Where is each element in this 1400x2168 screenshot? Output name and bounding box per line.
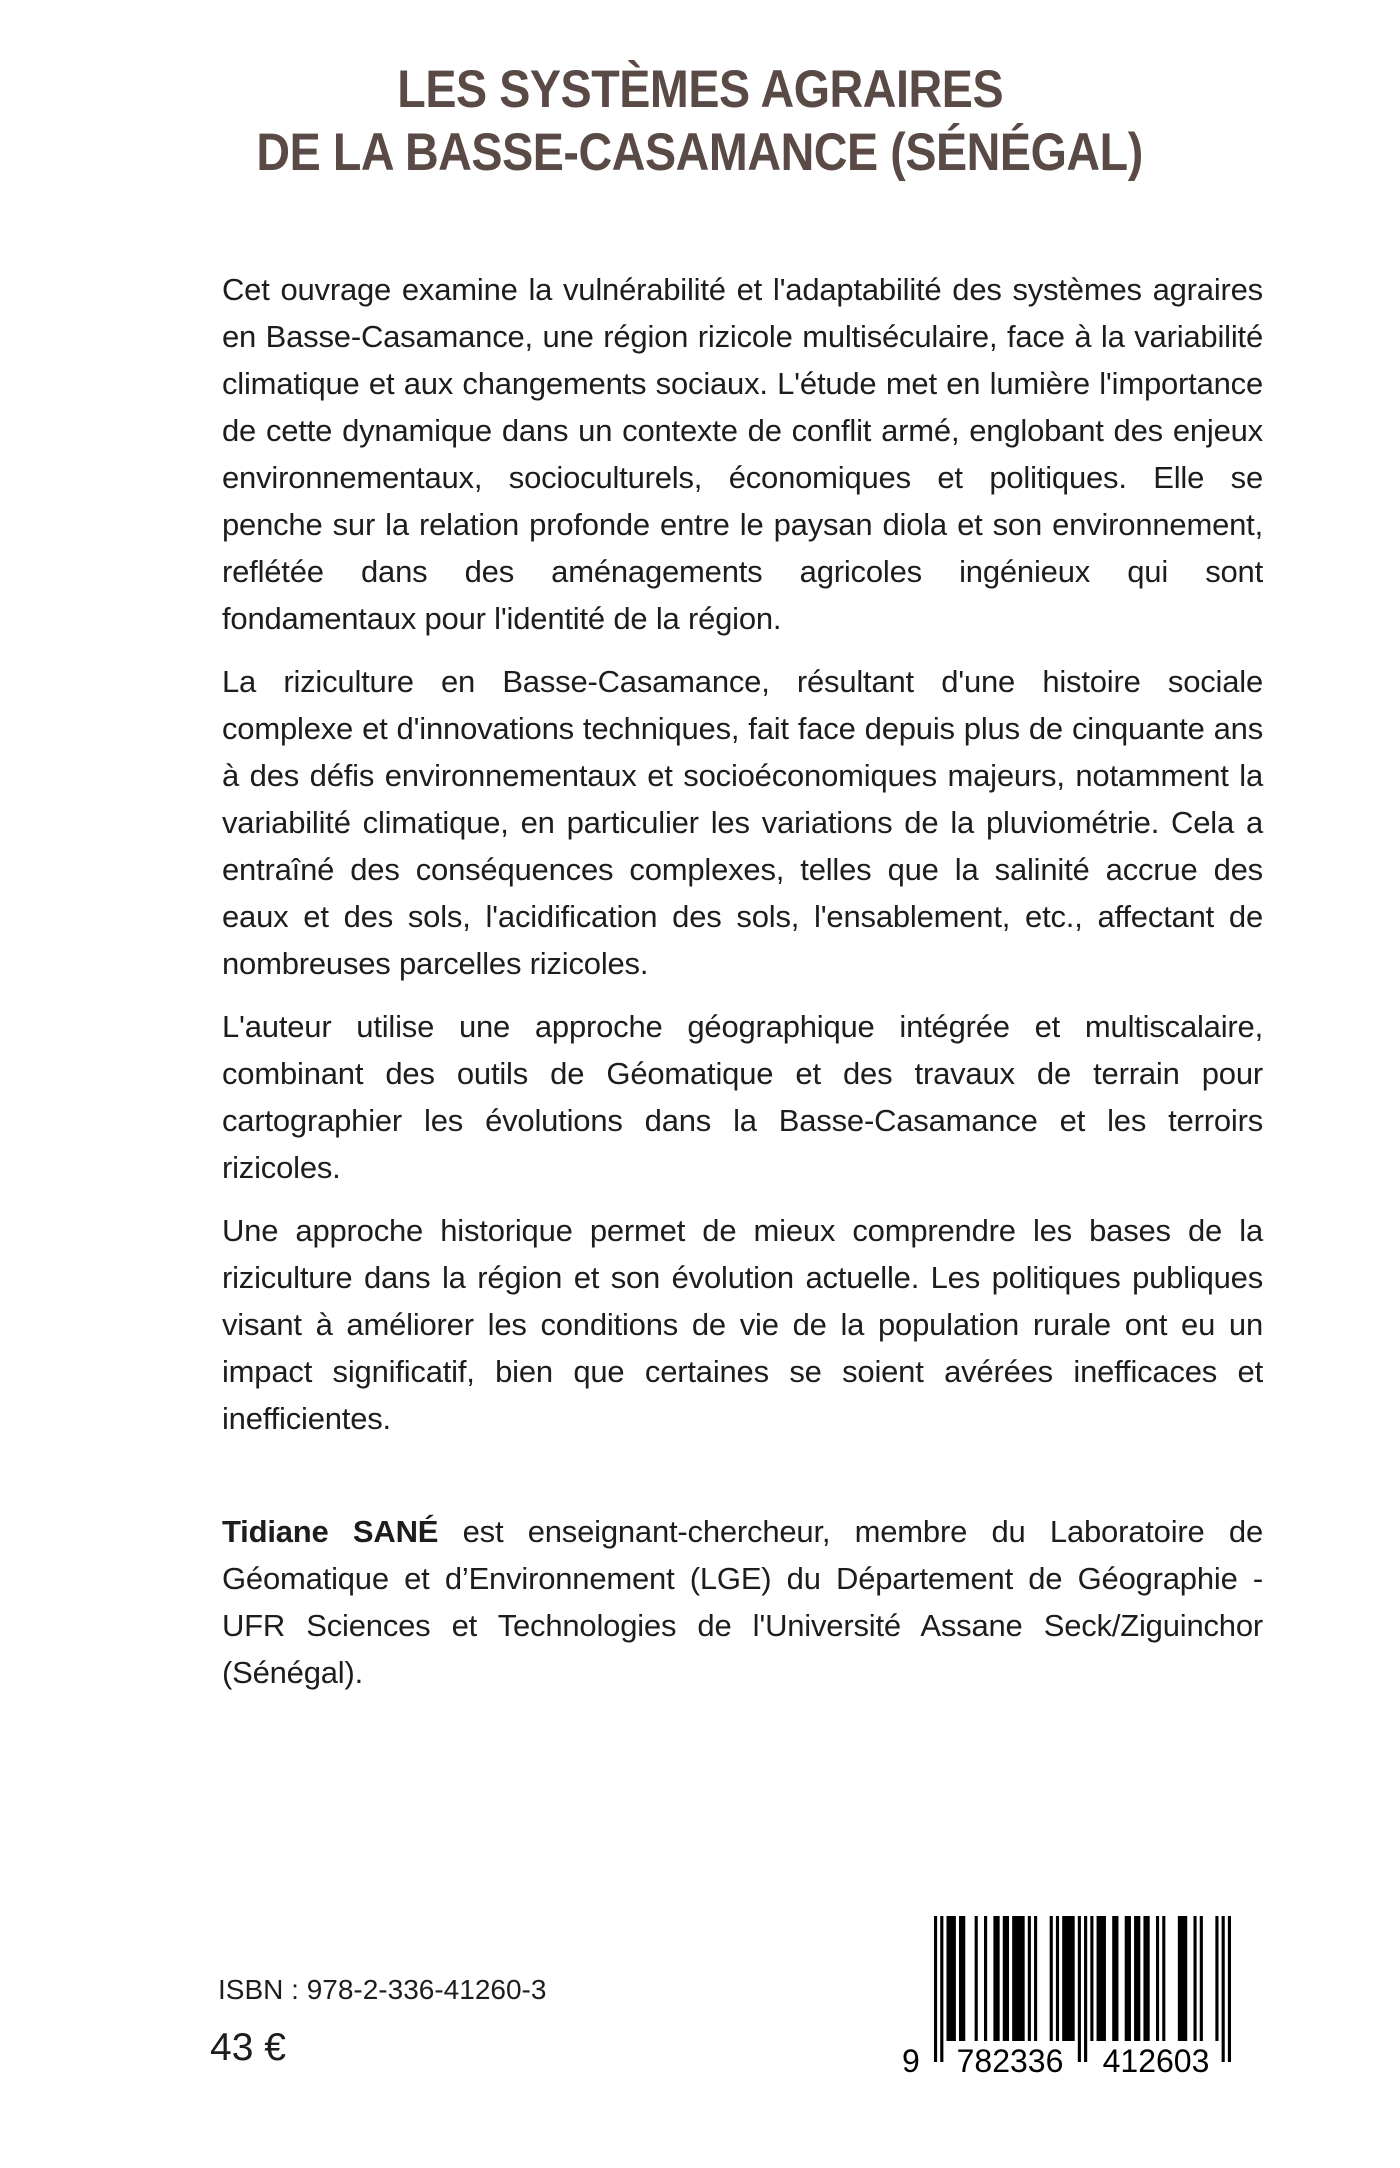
book-title [0,58,1400,184]
isbn-text: ISBN : 978-2-336-41260-3 [218,1974,547,2005]
barcode-digits-right-group: 412603 [1102,2043,1210,2079]
barcode-digits-left-group: 782336 [956,2043,1064,2079]
synopsis [222,266,1263,1712]
price-text: 43 € [210,2026,286,2069]
book-title-line2: DE LA BASSE-CASAMANCE (SÉNÉGAL) [256,123,1144,182]
author-name: Tidiane SANÉ [222,1514,439,1549]
book-title-line1: LES SYSTÈMES AGRAIRES [397,60,1003,119]
synopsis-paragraph-2: La riziculture en Basse-Casamance, résultant d'une histoire sociale complexe et d'innovations techniques, fait face depuis plus de cinquante ans à des défis environnementaux et socioéconomiques majeurs, notamment la variabilité climatique, en particulier les variations de la pluviométrie. Cela a entraîné des conséquences complexes, telles que la salinité accrue des eaux et des sols, l'acidification des sols, l'ensablement, etc., affectant de nombreuses parcelles rizicoles. [222,664,1263,981]
author-bio-text: est enseignant-chercheur, membre du Laboratoire de Géomatique et d’Environnement (LGE) du Département de Géographie - UFR Sciences et Technologies de l'Université Assane Seck/Ziguinchor (Sénégal). [222,1514,1264,1690]
synopsis-paragraph-1: Cet ouvrage examine la vulnérabilité et l'adaptabilité des systèmes agraires en Basse-Casamance, une région rizicole multiséculaire, face à la variabilité climatique et aux changements sociaux. L'étude met en lumière l'importance de cette dynamique dans un contexte de conflit armé, englobant des enjeux environnementaux, socioculturels, économiques et politiques. Elle se penche sur la relation profonde entre le paysan diola et son environnement, reflétée dans des aménagements agricoles ingénieux qui sont fondamentaux pour l'identité de la région. [222,272,1263,636]
barcode-digit-first: 9 [902,2043,920,2079]
synopsis-paragraph-3: L'auteur utilise une approche géographique intégrée et multiscalaire, combinant des outils de Géomatique et des travaux de terrain pour cartographier les évolutions dans la Basse-Casamance et les terroirs rizicoles. [222,1009,1263,1185]
barcode-bars [934,1916,1231,2062]
barcode [902,1916,1231,2096]
author-bio [222,1508,1263,1696]
synopsis-paragraph-4: Une approche historique permet de mieux comprendre les bases de la riziculture dans la région et son évolution actuelle. Les politiques publiques visant à améliorer les conditions de vie de la population rurale ont eu un impact significatif, bien que certaines se soient avérées inefficaces et inefficientes. [222,1213,1263,1436]
